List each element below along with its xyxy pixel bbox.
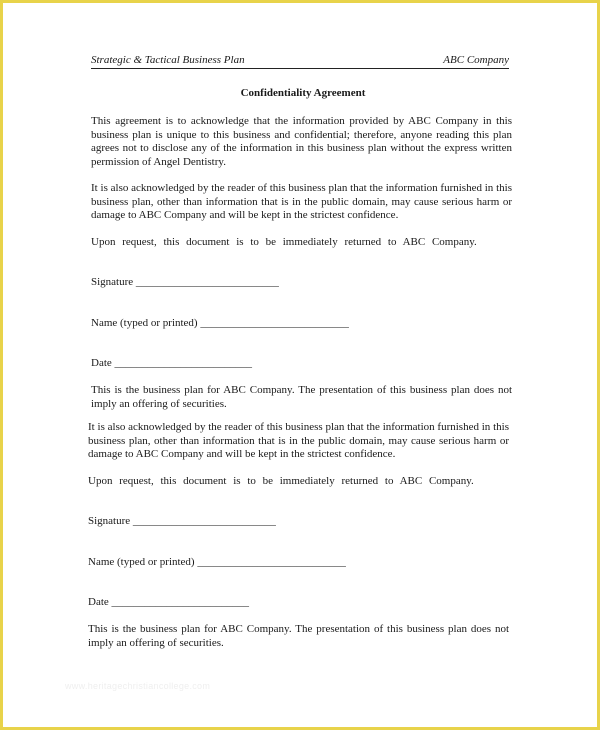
name-line-repeat: Name (typed or printed) ___________________________ <box>88 556 346 568</box>
header-right-text: ABC Company <box>443 54 509 66</box>
date-line-repeat: Date _________________________ <box>88 596 250 608</box>
watermark-text: www.heritagechristiancollege.com <box>65 681 211 691</box>
intro-paragraph: This agreement is to acknowledge that the information provided by ABC Company in this business plan is unique to this business and confidential; therefore, anyone reading this plan agrees not to disclose any of the information in this business plan without the express written permission of Angel Dentistry. <box>91 115 512 168</box>
disclaimer-paragraph-repeat: This is the business plan for ABC Company. The presentation of this business plan does not imply an offering of securities. <box>88 623 509 649</box>
disclaimer-paragraph: This is the business plan for ABC Company. The presentation of this business plan does not imply an offering of securities. <box>91 384 512 410</box>
header-left-text: Strategic & Tactical Business Plan <box>91 54 245 66</box>
document-title: Confidentiality Agreement <box>240 87 366 99</box>
return-request-text-repeat: Upon request, this document is to be immediately returned to ABC Company. <box>88 475 474 487</box>
page-header <box>91 53 509 69</box>
signature-line: Signature __________________________ <box>91 276 279 288</box>
return-request-text: Upon request, this document is to be immediately returned to ABC Company. <box>91 236 477 248</box>
acknowledgement-paragraph: It is also acknowledged by the reader of this business plan that the information furnished in this business plan, other than information that is in the public domain, may cause serious harm or damage to ABC Company and will be kept in the strictest confidence. <box>91 182 512 221</box>
date-line: Date _________________________ <box>91 357 253 369</box>
name-line: Name (typed or printed) ___________________________ <box>91 317 349 329</box>
acknowledgement-paragraph-repeat: It is also acknowledged by the reader of this business plan that the information furnished in this business plan, other than information that is in the public domain, may cause serious harm or damage to ABC Company and will be kept in the strictest confidence. <box>88 421 509 460</box>
signature-line-repeat: Signature __________________________ <box>88 515 276 527</box>
